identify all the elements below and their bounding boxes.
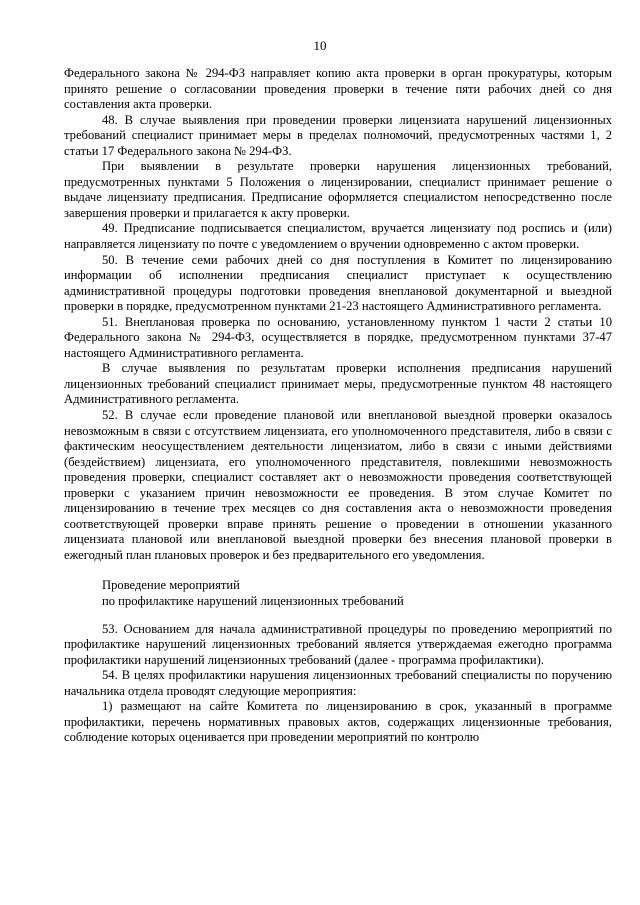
paragraph-52: 52. В случае если проведение плановой или внеплановой выездной проверки оказалось невозможным в связи с отсутствием лицензиата, его уполномоченного представителя, либо в связи с фактическим неосуществлением деятельности лицензиатом, либо в связи с иными действиями (бездействием) лицензиата, его уполномоченного представителя, повлекшими невозможность проведения проверки, специалист составляет акт о невозможности проведения соответствующей проверки с указанием причин невозможности ее проведения. В этом случае Комитет по лицензированию в течение трех месяцев со дня составления акта о невозможности проведения соответствующей проверки вправе принять решение о проведении в отношении указанного лицензиата плановой или внеплановой выездной проверки без внесения плановой проверки в ежегодный план плановых проверок и без предварительного его уведомления. [64,408,612,562]
paragraph-48: 48. В случае выявления при проведении проверки лицензиата нарушений лицензионных требований специалист принимает меры в пределах полномочий, предусмотренных частями 1, 2 статьи 17 Федерального закона № 294-ФЗ. [64,112,612,158]
section-heading-block [64,577,612,609]
paragraph-53: 53. Основанием для начала административной процедуры по проведению мероприятий по профилактике нарушений лицензионных требований является утверждаемая ежегодно программа профилактики нарушений лицензионных требований (далее - программа профилактики). [64,621,612,667]
section-heading-line-1: Проведение мероприятий [102,577,240,592]
paragraph-51-violations: В случае выявления по результатам проверки исполнения предписания нарушений лицензионных требований специалист принимает меры, предусмотренные пунктом 48 настоящего Административного регламента. [64,361,612,407]
document-body [64,66,612,746]
page-number: 10 [313,38,327,53]
paragraph-54: 54. В целях профилактики нарушения лицензионных требований специалисты по поручению начальника отдела проводят следующие мероприятия: [64,668,612,698]
paragraph-51: 51. Внеплановая проверка по основанию, установленному пунктом 1 части 2 статьи 10 Федерального закона № 294-ФЗ, осуществляется в порядке, предусмотренном пунктами 37-47 настоящего Административного регламента. [64,314,612,360]
paragraph-continuation: Федерального закона № 294-ФЗ направляет копию акта проверки в орган прокуратуры, которым принято решение о согласовании проведения проверки в течение пяти рабочих дней со дня составления акта проверки. [64,66,612,112]
paragraph-48-prescription: При выявлении в результате проверки нарушения лицензионных требований, предусмотренных пунктами 5 Положения о лицензировании, специалист принимает решение о выдаче лицензиату предписания. Предписание оформляется специалистом непосредственно после завершения проверки и прилагается к акту проверки. [64,159,612,220]
paragraph-50: 50. В течение семи рабочих дней со дня поступления в Комитет по лицензированию информации об исполнении предписания специалист приступает к осуществлению административной процедуры подготовки проведения внеплановой документарной и выездной проверки в порядке, предусмотренном пунктами 21-23 настоящего Административного регламента. [64,252,612,314]
paragraph-49: 49. Предписание подписывается специалистом, вручается лицензиату под роспись и (или) направляется лицензиату по почте с уведомлением о вручении одновременно с актом проверки. [64,221,612,252]
paragraph-54-item-1: 1) размещают на сайте Комитета по лицензированию в срок, указанный в программе профилактики, перечень нормативных правовых актов, содержащих лицензионные требования, соблюдение которых оценивается при проведении мероприятий по контролю [64,699,612,745]
section-heading-line-2: по профилактике нарушений лицензионных требований [102,593,404,608]
